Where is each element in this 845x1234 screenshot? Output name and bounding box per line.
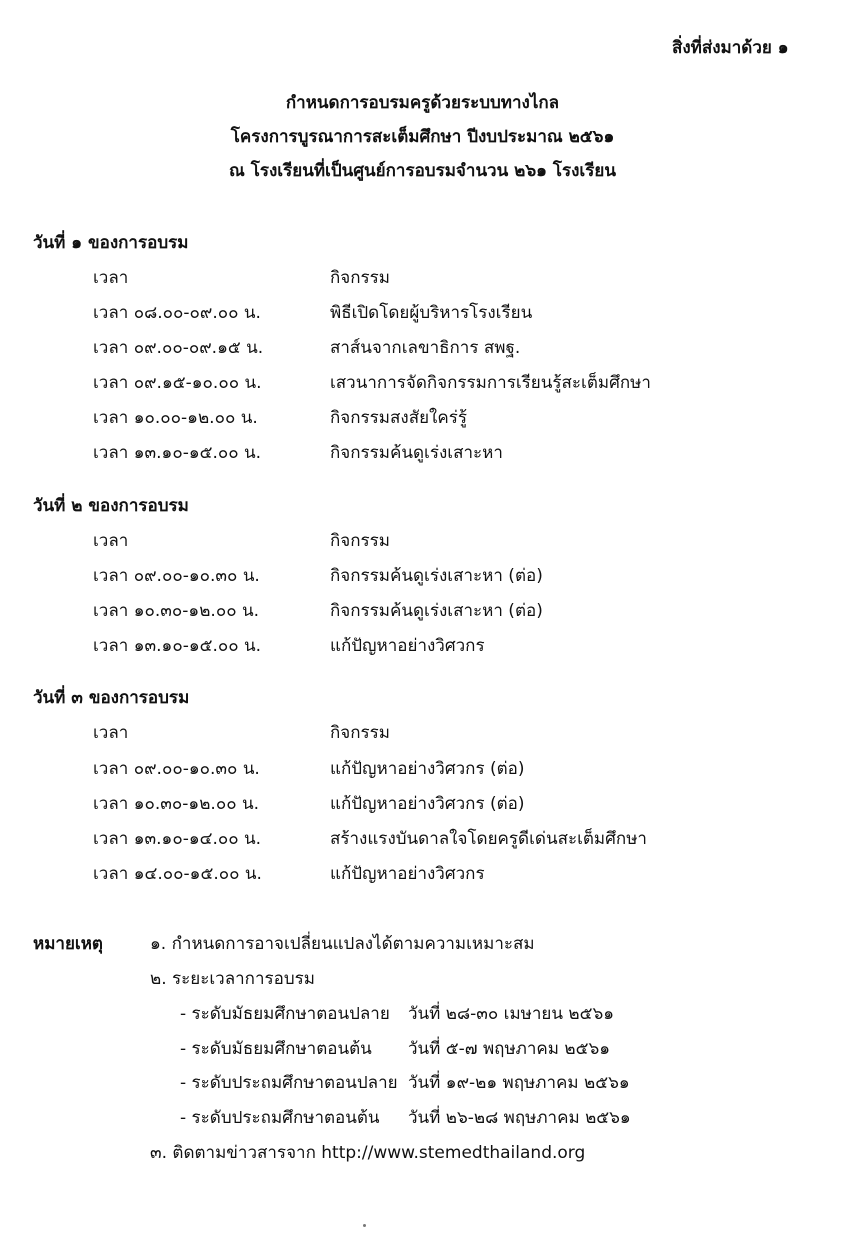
day-3-title: วันที่ ๓ ของการอบรม [33,688,190,708]
note-item-2: ๒. ระยะเวลาการอบรม [150,969,315,989]
row-time: เวลา ๑๐.๓๐-๑๒.๐๐ น. [93,794,260,814]
title-line-2: โครงการบูรณาการสะเต็มศึกษา ปีงบประมาณ ๒๕๖๑ [230,127,615,147]
day-1-title: วันที่ ๑ ของการอบรม [33,233,189,253]
row-activity: กิจกรรมค้นดูเร่งเสาะหา (ต่อ) [330,601,543,621]
row-activity: สร้างแรงบันดาลใจโดยครูดีเด่นสะเต็มศึกษา [330,829,647,849]
row-activity: กิจกรรมค้นดูเร่งเสาะหา [330,443,503,463]
day-1-col-activity-header: กิจกรรม [330,268,391,288]
period-date: วันที่ ๒๖-๒๘ พฤษภาคม ๒๕๖๑ [408,1108,631,1128]
row-activity: แก้ปัญหาอย่างวิศวกร [330,864,485,884]
note-item-3: ๓. ติดตามข่าวสารจาก http://www.stemedthailand.org [150,1143,586,1163]
period-date: วันที่ ๑๙-๒๑ พฤษภาคม ๒๕๖๑ [408,1073,630,1093]
row-time: เวลา ๐๙.๐๐-๐๙.๑๕ น. [93,338,264,358]
row-activity: แก้ปัญหาอย่างวิศวกร (ต่อ) [330,794,525,814]
row-time: เวลา ๐๙.๐๐-๑๐.๓๐ น. [93,566,260,586]
notes-label: หมายเหตุ [33,934,103,954]
row-time: เวลา ๑๓.๑๐-๑๕.๐๐ น. [93,443,262,463]
period-date: วันที่ ๕-๗ พฤษภาคม ๒๕๖๑ [408,1039,611,1059]
title-line-1: กำหนดการอบรมครูด้วยระบบทางไกล [285,93,560,113]
row-time: เวลา ๑๔.๐๐-๑๕.๐๐ น. [93,864,262,884]
day-2-col-activity-header: กิจกรรม [330,531,391,551]
row-activity: พิธีเปิดโดยผู้บริหารโรงเรียน [330,303,533,323]
row-activity: กิจกรรมค้นดูเร่งเสาะหา (ต่อ) [330,566,543,586]
day-3-col-time-header: เวลา [93,723,129,743]
day-2-col-time-header: เวลา [93,531,129,551]
row-activity: สาส์นจากเลขาธิการ สพฐ. [330,338,521,358]
row-activity: แก้ปัญหาอย่างวิศวกร [330,636,485,656]
note-item-1: ๑. กำหนดการอาจเปลี่ยนแปลงได้ตามความเหมาะสม [150,934,535,954]
attachment-label: สิ่งที่ส่งมาด้วย ๑ [672,38,789,58]
period-level: - ระดับมัธยมศึกษาตอนต้น [180,1039,372,1059]
row-time: เวลา ๐๙.๐๐-๑๐.๓๐ น. [93,759,260,779]
row-time: เวลา ๑๐.๓๐-๑๒.๐๐ น. [93,601,260,621]
row-time: เวลา ๐๘.๐๐-๐๙.๐๐ น. [93,303,261,323]
day-3-col-activity-header: กิจกรรม [330,723,391,743]
row-time: เวลา ๑๓.๑๐-๑๔.๐๐ น. [93,829,262,849]
period-level: - ระดับประถมศึกษาตอนต้น [180,1108,380,1128]
page-dot [363,1224,366,1227]
period-level: - ระดับประถมศึกษาตอนปลาย [180,1073,398,1093]
day-2-title: วันที่ ๒ ของการอบรม [33,496,189,516]
title-line-3: ณ โรงเรียนที่เป็นศูนย์การอบรมจำนวน ๒๖๑ โรงเรียน [229,161,616,181]
row-activity: แก้ปัญหาอย่างวิศวกร (ต่อ) [330,759,525,779]
row-time: เวลา ๑๐.๐๐-๑๒.๐๐ น. [93,408,258,428]
row-time: เวลา ๑๓.๑๐-๑๕.๐๐ น. [93,636,262,656]
row-activity: เสวนาการจัดกิจกรรมการเรียนรู้สะเต็มศึกษา [330,373,651,393]
row-time: เวลา ๐๙.๑๕-๑๐.๐๐ น. [93,373,262,393]
period-level: - ระดับมัธยมศึกษาตอนปลาย [180,1004,390,1024]
day-1-col-time-header: เวลา [93,268,129,288]
period-date: วันที่ ๒๘-๓๐ เมษายน ๒๕๖๑ [408,1004,615,1024]
row-activity: กิจกรรมสงสัยใคร่รู้ [330,408,467,428]
